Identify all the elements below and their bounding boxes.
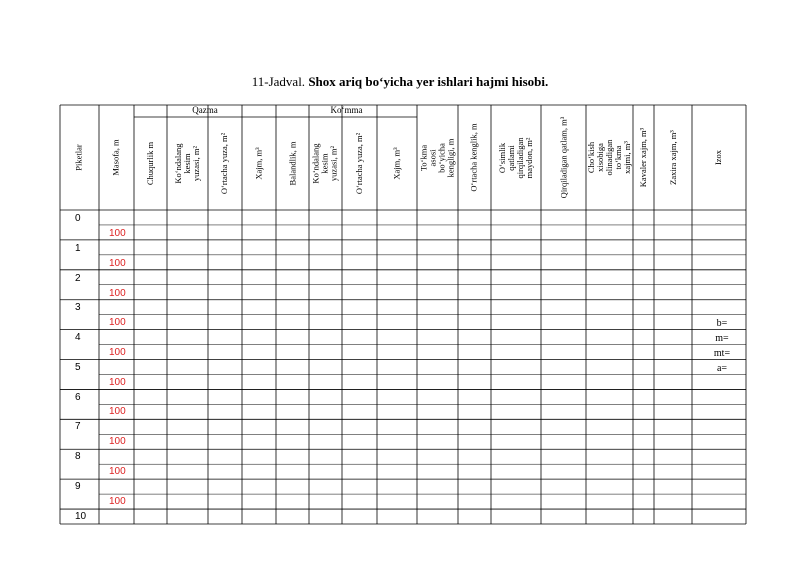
note-a: a= — [716, 363, 728, 374]
picket-label: 9 — [75, 481, 81, 492]
table-caption: Shox ariq bo‘yicha yer ishlari hajmi hisobi. — [308, 74, 549, 89]
col-header-piketlar: Piketlar — [73, 144, 84, 171]
distance-value: 100 — [109, 317, 126, 328]
col-header-chuqurlik: Chuqurlik m — [145, 141, 155, 186]
distance-value: 100 — [109, 288, 126, 299]
col-header-fill-area: Ko‘ndalang kesim yuzasi, m² — [311, 143, 340, 184]
picket-label: 8 — [75, 451, 81, 462]
note-mt: mt= — [713, 348, 731, 359]
group-header-cut: Qazma — [192, 105, 218, 115]
col-header-fill-volume: Xajm, m³ — [391, 147, 402, 180]
picket-label: 1 — [75, 243, 81, 254]
col-header-cut-layer: Qirqiladigan qatlam, m³ — [558, 116, 569, 199]
note-m: m= — [715, 333, 729, 344]
distance-value: 100 — [109, 466, 126, 477]
table-number: 11-Jadval. — [251, 74, 306, 89]
col-header-veg-area: O‘simlik qatlami qirqiladigan maydon, m² — [497, 136, 534, 179]
group-header-fill: Ko‘mma — [330, 105, 363, 115]
distance-value: 100 — [109, 436, 126, 447]
distance-value: 100 — [109, 406, 126, 417]
picket-label: 5 — [75, 362, 81, 373]
picket-label: 0 — [75, 213, 81, 224]
col-header-cut-volume: Xajm, m³ — [253, 147, 264, 180]
col-header-masofa: Masofa, m — [111, 139, 122, 176]
col-header-transfer: Cho‘kish xisobiga olinadigan to‘kma xajmi, m³ — [586, 139, 632, 176]
distance-value: 100 — [109, 258, 126, 269]
col-header-avg-width: O‘rtacha kenglik, m — [469, 123, 479, 192]
distance-value: 100 — [109, 377, 126, 388]
col-header-base-width: To‘kma asosi bo‘yicha kengligi, m — [418, 138, 456, 177]
distance-value: 100 — [109, 496, 126, 507]
col-header-kavaler: Kavaler xajm, m³ — [638, 127, 648, 188]
note-b: b= — [716, 318, 728, 329]
picket-label: 4 — [75, 332, 81, 343]
col-header-fill-avg: O‘rtacha yuza, m² — [354, 132, 364, 195]
picket-label: 10 — [75, 511, 87, 522]
picket-label: 2 — [75, 273, 81, 284]
picket-label: 7 — [75, 421, 81, 432]
col-header-reserve: Zaxira xajm, m³ — [667, 130, 678, 185]
picket-label: 3 — [75, 302, 81, 313]
col-header-cut-area: Ko‘ndalang kesim yuzasi, m² — [173, 143, 201, 184]
col-header-izox: Izox — [713, 149, 724, 166]
distance-value: 100 — [109, 228, 126, 239]
col-header-balandlik: Balandlik, m — [287, 141, 298, 186]
picket-label: 6 — [75, 392, 81, 403]
distance-value: 100 — [109, 347, 126, 358]
col-header-cut-avg: O‘rtacha yuza, m² — [219, 132, 230, 195]
